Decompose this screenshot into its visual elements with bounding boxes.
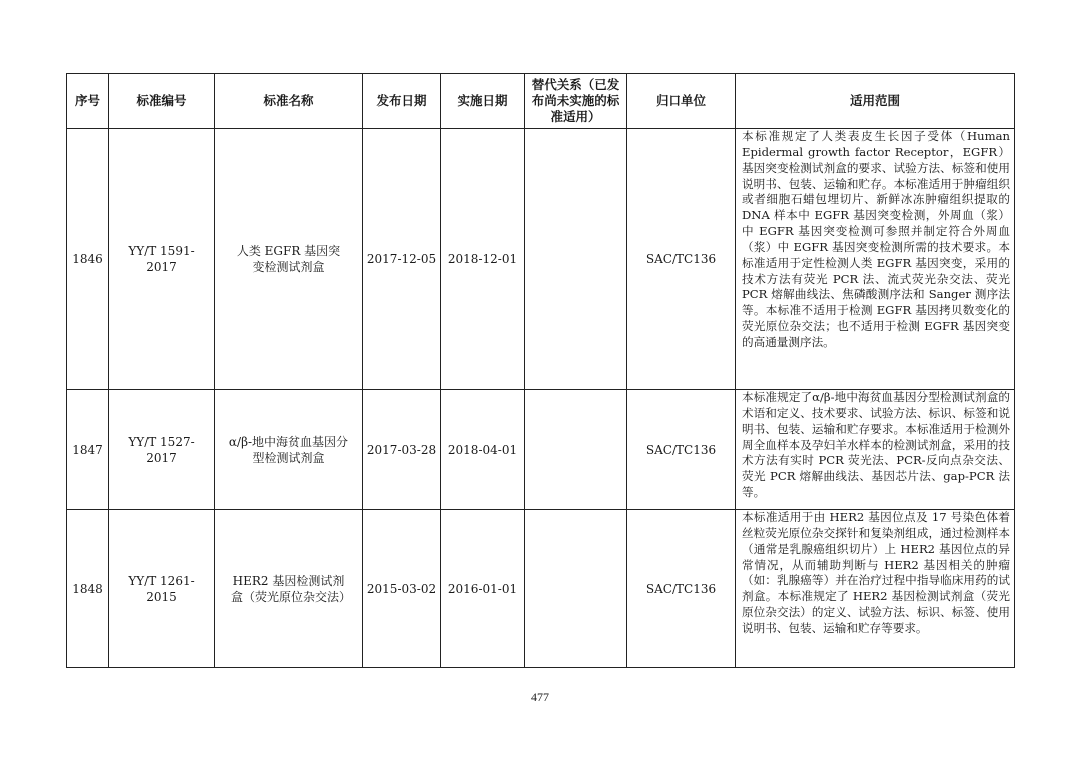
cell-unit: SAC/TC136 xyxy=(627,129,736,390)
cell-publish-date: 2017-03-28 xyxy=(363,390,441,510)
cell-effective-date: 2018-04-01 xyxy=(441,390,525,510)
table-row xyxy=(67,510,1015,668)
header-effective-date: 实施日期 xyxy=(441,74,525,129)
header-scope: 适用范围 xyxy=(736,74,1015,129)
cell-replacement xyxy=(525,390,627,510)
cell-unit: SAC/TC136 xyxy=(627,390,736,510)
cell-code: YY/T 1527-2017 xyxy=(109,390,215,510)
cell-name: 人类 EGFR 基因突变检测试剂盒 xyxy=(215,129,363,390)
header-code: 标准编号 xyxy=(109,74,215,129)
header-replacement: 替代关系（已发布尚未实施的标准适用） xyxy=(525,74,627,129)
cell-code: YY/T 1261-2015 xyxy=(109,510,215,668)
cell-publish-date: 2017-12-05 xyxy=(363,129,441,390)
page-number: 477 xyxy=(531,690,549,704)
header-seq: 序号 xyxy=(67,74,109,129)
cell-code: YY/T 1591-2017 xyxy=(109,129,215,390)
cell-replacement xyxy=(525,129,627,390)
cell-effective-date: 2016-01-01 xyxy=(441,510,525,668)
cell-scope: 本标准规定了人类表皮生长因子受体（Human Epidermal growth factor Receptor，EGFR）基因突变检测试剂盒的要求、试验方法、标签和使用说明书、包装、运输和贮存。本标准适用于肿瘤组织或者细胞石蜡包埋切片、新鲜冰冻肿瘤组织提取的 DNA 样本中 EGFR 基因突变检测，外周血（浆）中 EGFR 基因突变检测可参照并制定符合外周血（浆）中 EGFR 基因突变检测所需的技术要求。本标准适用于定性检测人类 EGFR 基因突变，采用的技术方法有荧光 PCR 法、流式荧光杂交法、荧光 PCR 熔解曲线法、焦磷酸测序法和 Sanger 测序法等。本标准不适用于检测 EGFR 基因拷贝数变化的荧光原位杂交法；也不适用于检测 EGFR 基因突变的高通量测序法。 xyxy=(736,129,1015,390)
table-row xyxy=(67,390,1015,510)
cell-scope: 本标准适用于由 HER2 基因位点及 17 号染色体着丝粒荧光原位杂交探针和复染剂组成，通过检测样本（通常是乳腺癌组织切片）上 HER2 基因位点的异常情况，从而辅助判断与 HER2 基因相关的肿瘤（如：乳腺癌等）并在治疗过程中指导临床用药的试剂盒。本标准规定了 HER2 基因检测试剂盒（荧光原位杂交法）的定义、试验方法、标识、标签、使用说明书、包装、运输和贮存等要求。 xyxy=(736,510,1015,668)
cell-unit: SAC/TC136 xyxy=(627,510,736,668)
header-publish-date: 发布日期 xyxy=(363,74,441,129)
header-unit: 归口单位 xyxy=(627,74,736,129)
table-header-row xyxy=(67,74,1015,129)
cell-scope: 本标准规定了α/β-地中海贫血基因分型检测试剂盒的术语和定义、技术要求、试验方法、标识、标签和说明书、包装、运输和贮存要求。本标准适用于检测外周全血样本及孕妇羊水样本的检测试剂盒，采用的技术方法有实时 PCR 荧光法、PCR-反向点杂交法、荧光 PCR 熔解曲线法、基因芯片法、gap-PCR 法等。 xyxy=(736,390,1015,510)
header-name: 标准名称 xyxy=(215,74,363,129)
cell-publish-date: 2015-03-02 xyxy=(363,510,441,668)
cell-seq: 1847 xyxy=(67,390,109,510)
cell-name: α/β-地中海贫血基因分型检测试剂盒 xyxy=(215,390,363,510)
cell-replacement xyxy=(525,510,627,668)
standards-table xyxy=(66,73,1015,668)
cell-name: HER2 基因检测试剂盒（荧光原位杂交法） xyxy=(215,510,363,668)
cell-seq: 1848 xyxy=(67,510,109,668)
cell-effective-date: 2018-12-01 xyxy=(441,129,525,390)
table-row xyxy=(67,129,1015,390)
cell-seq: 1846 xyxy=(67,129,109,390)
